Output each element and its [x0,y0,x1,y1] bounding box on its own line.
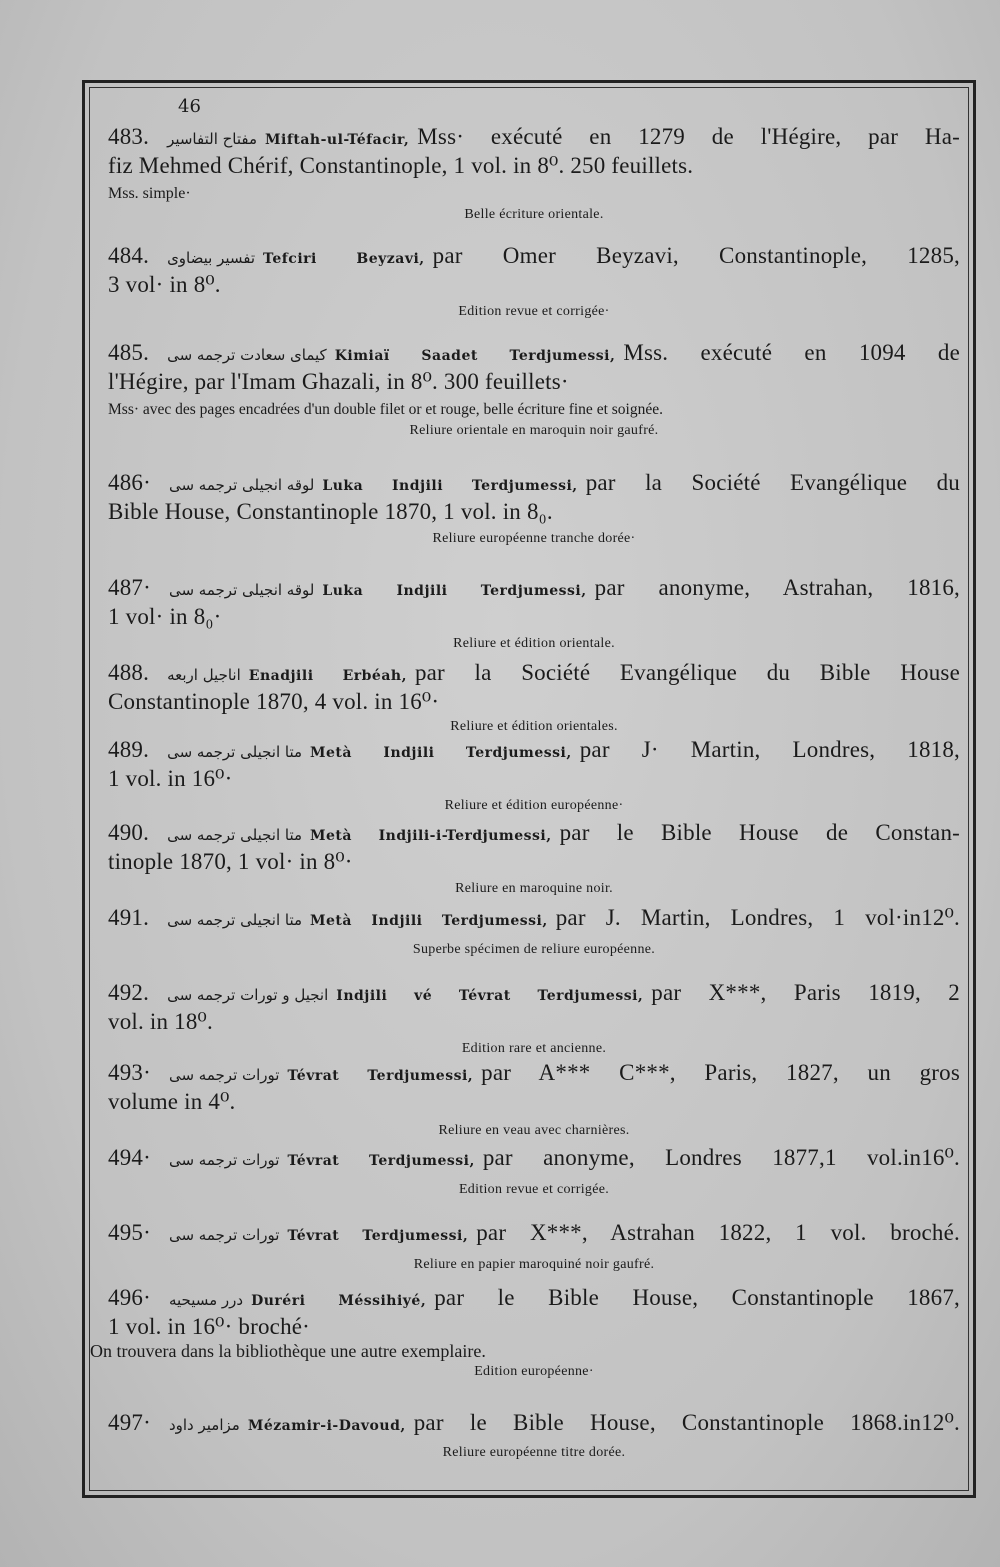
catalog-entry-492 [108,980,960,1059]
entry-description: Mss· exécuté en 1279 de l'Hégire, par Ha- [417,124,960,149]
transliterated-title: Miftah-ul-Téfacir, [265,132,410,148]
entry-line-2: vol. in 18⁰. [108,1009,213,1034]
arabic-title: متا انجيلى ترجمه سى [167,743,303,761]
entry-binding-note: Reliure et édition européenne· [444,798,624,813]
entry-line-1 [108,1220,960,1249]
transliterated-title: Metà Indjili Terdjumessi, [310,745,572,761]
entry-line-1 [108,1410,960,1439]
entry-line-1 [108,1145,960,1174]
arabic-title: درر مسيحيه [168,1291,244,1309]
entry-number: 497· [108,1410,151,1435]
entry-number: 491. [108,905,150,930]
entry-number: 483. [108,124,150,149]
transliterated-title: Enadjili Erbéah, [248,668,407,684]
entry-line-2: Bible House, Constantinople 1870, 1 vol. in 8₀. [108,499,553,524]
entry-line-1 [108,660,960,689]
entry-binding-note: Edition rare et ancienne. [461,1041,607,1056]
arabic-title: انجيل و تورات ترجمه سى [167,986,329,1004]
entry-line-2: 1 vol· in 8₀· [108,604,222,629]
catalog-entry-487 [108,575,960,654]
entry-binding-note: Edition revue et corrigée· [458,304,610,319]
entry-line-1 [108,340,960,369]
catalog-entry-494 [108,1145,960,1200]
entry-line-1 [108,124,960,153]
entry-binding-note: Reliure et édition orientales. [450,719,618,734]
catalog-entry-488 [108,660,960,737]
entry-description: par X***, Paris 1819, 2 [651,980,961,1005]
entry-line-1 [108,905,960,934]
entry-line-1 [108,470,960,499]
transliterated-title: Tefciri Beyzavi, [263,251,425,267]
arabic-title: مزامير داود [168,1416,240,1434]
entry-binding-note: Edition revue et corrigée. [458,1182,610,1197]
entry-description: par la Société Evangélique du Bible House [414,660,960,685]
entry-description: par J· Martin, Londres, 1818, [579,737,960,762]
catalog-entry-496 [90,1285,960,1382]
catalog-entry-493 [108,1060,960,1141]
entry-line-1 [108,820,960,849]
catalog-entry-485 [108,340,960,441]
arabic-title: تورات ترجمه سى [168,1066,280,1084]
entry-description: par anonyme, Londres 1877,1 vol.in16⁰. [482,1145,960,1170]
entry-line-2: volume in 4⁰. [108,1089,236,1114]
entry-line-1 [108,1060,960,1089]
arabic-title: كيماى سعادت ترجمه سى [167,346,327,364]
entry-binding-note: Edition européenne· [474,1364,594,1379]
entry-line-2: 1 vol. in 16⁰· broché· [108,1314,311,1339]
transliterated-title: Mézamir-i-Davoud, [247,1418,406,1434]
entry-binding-note: Superbe spécimen de reliure européenne. [412,942,656,957]
entry-line-2: Constantinople 1870, 4 vol. in 16⁰· [108,689,440,714]
entry-binding-note: Reliure en veau avec charnières. [438,1123,630,1138]
entry-number: 495· [108,1220,151,1245]
entry-binding-note: Belle écriture orientale. [464,207,604,222]
entry-description: par anonyme, Astrahan, 1816, [594,575,960,600]
entry-number: 494· [108,1145,151,1170]
entry-binding-note: Reliure orientale en maroquin noir gaufré. [409,423,659,438]
arabic-title: مفتاح التفاسير [167,130,258,148]
entry-binding-note: Reliure européenne titre dorée. [442,1445,626,1460]
entry-number: 487· [108,575,151,600]
transliterated-title: Indjili vé Tévrat Terdjumessi, [336,988,644,1004]
entry-line-2: l'Hégire, par l'Imam Ghazali, in 8⁰. 300 feuillets· [108,369,569,394]
entry-note: Mss. simple· [108,185,191,202]
entry-number: 489. [108,737,150,762]
entry-description: par Omer Beyzavi, Constantinople, 1285, [432,243,960,268]
entry-description: par J. Martin, Londres, 1 vol·in12⁰. [555,905,960,930]
entry-description: par le Bible House, Constantinople 1867, [434,1285,960,1310]
catalog-entry-490 [108,820,960,899]
transliterated-title: Metà Indjili-i-Terdjumessi, [310,828,552,844]
entry-binding-note: Reliure en papier maroquiné noir gaufré. [413,1257,655,1272]
entry-line-2: 1 vol. in 16⁰· [108,766,233,791]
entry-note: On trouvera dans la bibliothèque une autre exemplaire. [90,1341,486,1361]
catalog-entry-489 [108,737,960,816]
arabic-title: متا انجيلى ترجمه سى [167,911,303,929]
arabic-title: اناجيل اربعه [167,666,241,684]
transliterated-title: Tévrat Terdjumessi, [287,1068,474,1084]
transliterated-title: Tévrat Terdjumessi, [287,1153,475,1169]
arabic-title: تورات ترجمه سى [168,1151,280,1169]
catalog-entry-486 [108,470,960,549]
arabic-title: متا انجيلى ترجمه سى [167,826,303,844]
page-number: 46 [178,96,201,117]
transliterated-title: Metà Indjili Terdjumessi, [310,913,548,929]
arabic-title: لوقه انجيلى ترجمه سى [168,476,315,494]
entry-binding-note: Reliure européenne tranche dorée· [432,531,636,546]
entry-line-2: tinople 1870, 1 vol· in 8⁰· [108,849,353,874]
entry-number: 492. [108,980,150,1005]
transliterated-title: Luka Indjili Terdjumessi, [322,478,578,494]
entry-description: par la Société Evangélique du [585,470,961,495]
transliterated-title: Kimiaï Saadet Terdjumessi, [334,348,616,364]
catalog-entry-483 [108,124,960,225]
transliterated-title: Duréri Méssihiyé, [251,1293,427,1309]
catalog-entry-497 [108,1410,960,1463]
entry-number: 490. [108,820,150,845]
entry-binding-note: Reliure et édition orientale. [453,636,615,651]
entry-number: 485. [108,340,150,365]
entry-description: par X***, Astrahan 1822, 1 vol. broché. [476,1220,960,1245]
entry-description: par A*** C***, Paris, 1827, un gros [481,1060,960,1085]
transliterated-title: Tévrat Terdjumessi, [287,1228,469,1244]
entry-line-1 [108,575,960,604]
entry-description: Mss. exécuté en 1094 de [623,340,960,365]
entry-line-1 [108,243,960,272]
entry-number: 493· [108,1060,151,1085]
arabic-title: تفسير بيضاوى [167,249,256,267]
entry-note: Mss· avec des pages encadrées d'un double filet or et rouge, belle écriture fine et soignée. [108,401,663,418]
entry-number: 488. [108,660,150,685]
entry-line-1 [108,737,960,766]
entry-number: 484. [108,243,150,268]
catalog-entry-491 [108,905,960,960]
entry-line-1 [108,980,960,1009]
catalog-entry-495 [108,1220,960,1275]
entry-number: 486· [108,470,151,495]
entry-description: par le Bible House de Constan- [559,820,961,845]
arabic-title: لوقه انجيلى ترجمه سى [168,581,315,599]
transliterated-title: Luka Indjili Terdjumessi, [322,583,587,599]
entry-binding-note: Reliure en maroquine noir. [455,881,613,896]
entry-line-1 [108,1285,960,1314]
entry-line-2: fiz Mehmed Chérif, Constantinople, 1 vol. in 8⁰. 250 feuillets. [108,153,694,178]
entry-number: 496· [108,1285,151,1310]
catalog-entry-484 [108,243,960,322]
entry-description: par le Bible House, Constantinople 1868.in12⁰. [413,1410,960,1435]
arabic-title: تورات ترجمه سى [168,1226,280,1244]
entry-line-2: 3 vol· in 8⁰. [108,272,221,297]
